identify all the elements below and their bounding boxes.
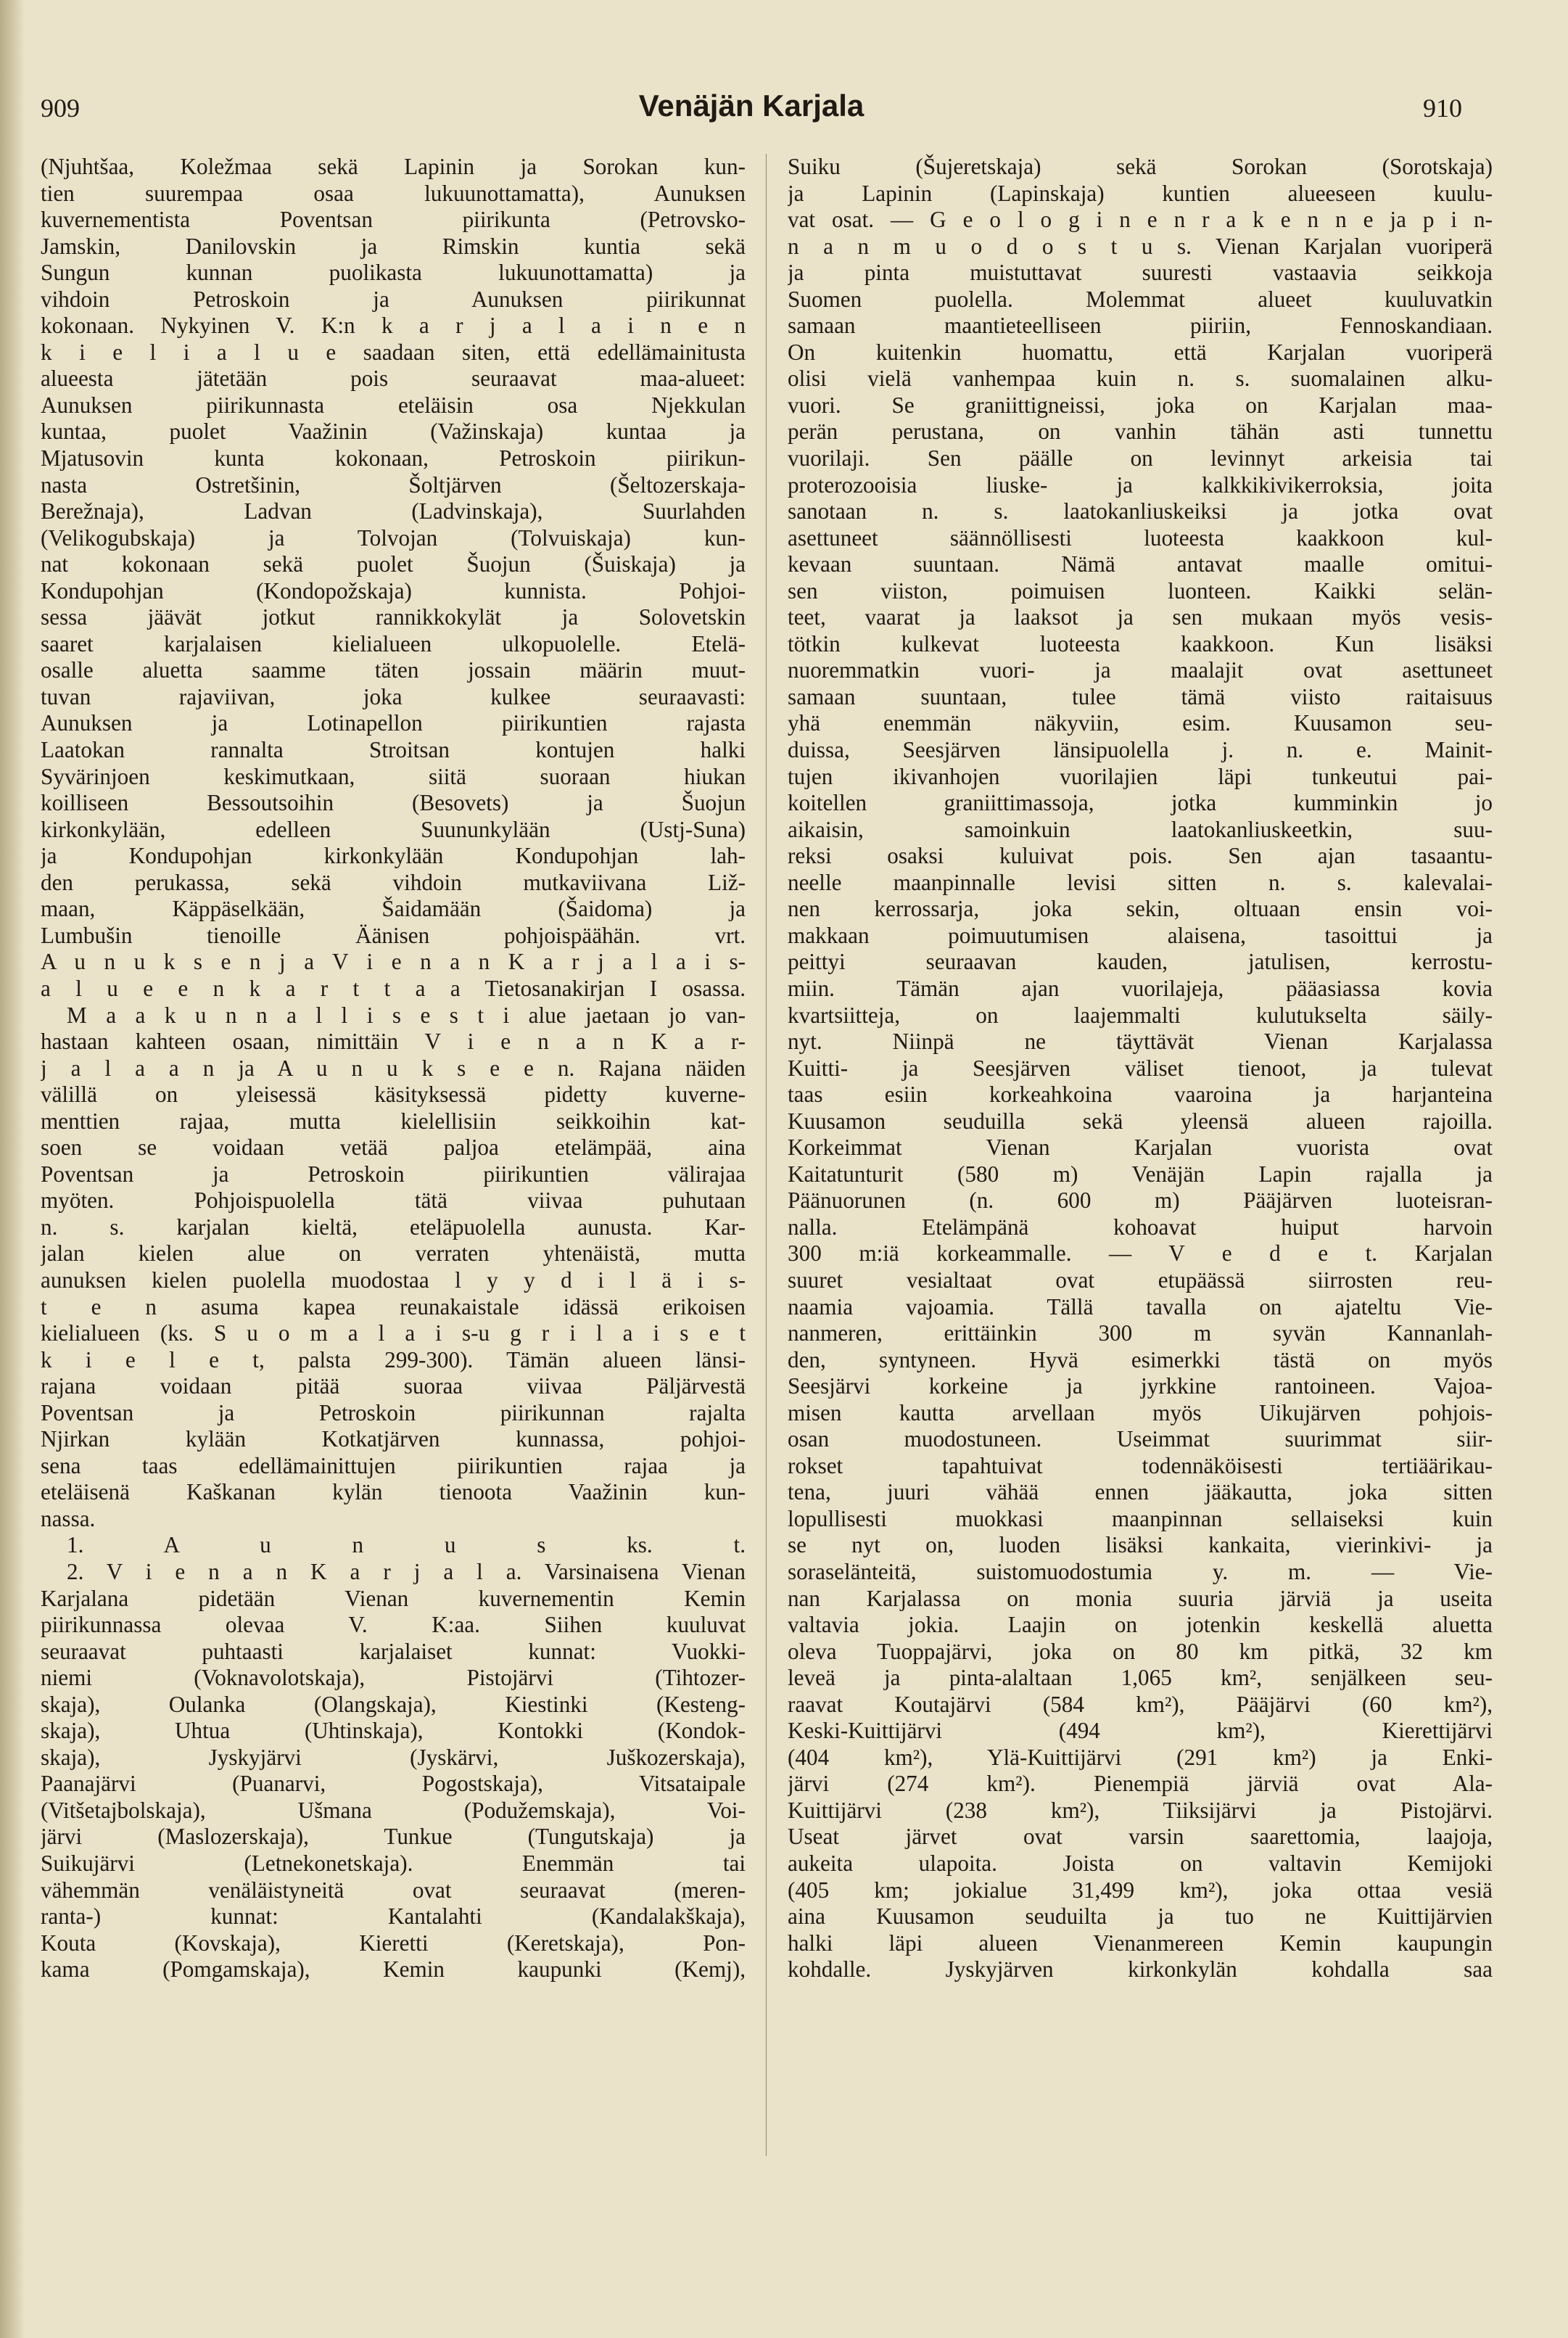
text-line: vuorilaji. Sen päälle on levinnyt arkeisia tai [788,445,1493,472]
text-line: maan, Käppäselkään, Šaidamään (Šaidoma) ja [41,896,746,922]
text-line: Kuitti- ja Seesjärven väliset tienoot, ja tulevat [788,1055,1493,1081]
text-line: Kuusamon seuduilla sekä yleensä alueen rajoilla. [788,1108,1493,1134]
page-spine-shadow [0,0,25,2338]
text-line: lopullisesti muokkasi maanpinnan sellaiseksi kuin [788,1505,1493,1531]
text-line: miin. Tämän ajan vuorilajeja, pääasiassa kovia [788,975,1493,1001]
text-line: sen viiston, poimuisen luonteen. Kaikki selän- [788,577,1493,604]
text-line: Syvärinjoen keskimutkaan, siitä suoraan hiukan [41,763,746,789]
text-line: kokonaan. Nykyinen V. K:n k a r j a l a i n e n [41,313,746,339]
text-line: nanmeren, erittäinkin 300 m syvän Kannanlah- [788,1320,1493,1346]
text-line: aunuksen kielen puolella muodostaa l y y d i l ä i s- [41,1267,746,1293]
text-line: Paanajärvi (Puanarvi, Pogostskaja), Vitsataipale [41,1771,746,1797]
text-line: kvartsiitteja, on laajemmalti kulutukselta säily- [788,1002,1493,1028]
text-line: menttien rajaa, mutta kielellisiin seikkoihin kat- [41,1108,746,1134]
page-title: Venäjän Karjala [638,89,865,123]
text-line: t e n asuma kapea reunakaistale idässä erikoisen [41,1293,746,1320]
text-line: 2. V i e n a n K a r j a l a. Varsinaisena Vienan [67,1558,746,1584]
text-line: eteläisenä Kaškanan kylän tienoota Vaažinin kun- [41,1479,746,1505]
page-number-left: 909 [41,94,80,123]
text-line: yhä enemmän näkyviin, esim. Kuusamon seu- [788,710,1493,736]
text-line: Kouta (Kovskaja), Kieretti (Keretskaja), Pon- [41,1930,746,1956]
text-line: järvi (274 km²). Pienempiä järviä ovat Ala- [788,1771,1493,1797]
text-line: duissa, Seesjärven länsipuolella j. n. e. Mainit- [788,737,1493,763]
text-line: aikaisin, samoinkuin laatokanliuskeetkin, suu- [788,816,1493,842]
text-line: naamia vajoamia. Tällä tavalla on ajateltu Vie- [788,1293,1493,1320]
text-line: k i e l i a l u e saadaan siten, että edellämainitusta [41,339,746,365]
page-number-right: 910 [1423,94,1462,123]
text-line: neelle maanpinnalle levisi sitten n. s. kalevalai- [788,869,1493,895]
text-line: makkaan poimuutumisen alaisena, tasoittui ja [788,922,1493,948]
text-line: kuntaa, puolet Vaažinin (Važinskaja) kuntaa ja [41,419,746,445]
text-line: saaret karjalaisen kielialueen ulkopuolelle. Etelä- [41,630,746,656]
text-line: kielialueen (ks. S u o m a l a i s-u g r i l a i s e t [41,1320,746,1346]
text-line: kevaan suuntaan. Nämä antavat maalle omitui- [788,551,1493,577]
text-line: tötkin kulkevat luoteesta kaakkoon. Kun lisäksi [788,630,1493,656]
text-line: kama (Pomgamskaja), Kemin kaupunki (Kemj), [41,1956,746,1983]
text-line: vihdoin Petroskoin ja Aunuksen piirikunnat [41,286,746,312]
text-line: k i e l e t, palsta 299-300). Tämän alueen länsi- [41,1346,746,1372]
text-line: kirkonkylään, edelleen Suununkylään (Ustj-Suna) [41,816,746,842]
text-line: sena taas edellämainittujen piirikuntien rajaa ja [41,1452,746,1478]
text-line: sessa jäävät jotkut rannikkokylät ja Solovetskin [41,604,746,630]
text-line: On kuitenkin huomattu, että Karjalan vuoriperä [788,339,1493,365]
text-line: asettuneet säännöllisesti luoteesta kaakkoon kul- [788,524,1493,551]
text-line: piirikunnassa olevaa V. K:aa. Siihen kuuluvat [41,1612,746,1638]
text-line: nuoremmatkin vuori- ja maalajit ovat asettuneet [788,657,1493,683]
text-line: raavat Koutajärvi (584 km²), Pääjärvi (60 km²), [788,1691,1493,1717]
text-line: soen se voidaan vetää paljoa etelämpää, aina [41,1135,746,1161]
text-line: nyt. Niinpä ne täyttävät Vienan Karjalassa [788,1029,1493,1055]
text-line: järvi (Maslozerskaja), Tunkue (Tungutskaja) ja [41,1824,746,1850]
text-line: sanotaan n. s. laatokanliuskeiksi ja jotka ovat [788,498,1493,524]
text-line: rajana voidaan pitää suoraa viivaa Päljärvestä [41,1373,746,1399]
text-line: Poventsan ja Petroskoin piirikunnan rajalta [41,1399,746,1425]
text-line: ja Lapinin (Lapinskaja) kuntien alueeseen kuulu- [788,180,1493,206]
text-line: nan Karjalassa on monia suuria järviä ja useita [788,1585,1493,1611]
text-line: Kondupohjan (Kondopožskaja) kunnista. Pohjoi- [41,577,746,604]
text-line: leveä ja pinta-alaltaan 1,065 km², senjälkeen seu- [788,1665,1493,1691]
text-line: tujen ikivanhojen vuorilajien läpi tunkeutui pai- [788,763,1493,789]
text-line: soraselänteitä, suistomuodostumia y. m. — Vie- [788,1558,1493,1584]
text-line: reksi osaksi kuluivat pois. Sen ajan tasaantu- [788,843,1493,869]
text-line: n. s. karjalan kieltä, eteläpuolella aunusta. Kar- [41,1214,746,1240]
text-line: hastaan kahteen osaan, nimittäin V i e n a n K a r- [41,1029,746,1055]
text-line: den, syntyneen. Hyvä esimerkki tästä on myös [788,1346,1493,1372]
text-line: alueesta jätetään pois seuraavat maa-alueet: [41,366,746,392]
text-line: Useat järvet ovat varsin saarettomia, laajoja, [788,1824,1493,1850]
text-line: (Njuhtšaa, Koležmaa sekä Lapinin ja Sorokan kun- [41,154,746,179]
text-line: Keski-Kuittijärvi (494 km²), Kierettijärvi [788,1718,1493,1744]
text-line: Jamskin, Danilovskin ja Rimskin kuntia sekä [41,233,746,259]
text-line: oleva Tuoppajärvi, joka on 80 km pitkä, 32 km [788,1638,1493,1664]
text-line: a l u e e n k a r t t a a Tietosanakirjan I osassa. [41,975,746,1001]
text-line: samaan suuntaan, tulee tämä viisto raitaisuus [788,683,1493,709]
text-line: nat kokonaan sekä puolet Šuojun (Šuiskaja) ja [41,551,746,577]
text-line: tien suurempaa osaa lukuunottamatta), Aunuksen [41,180,746,206]
text-line: Seesjärvi korkeine ja jyrkkine rantoineen. Vajoa- [788,1373,1493,1399]
running-head [41,89,1462,136]
text-line: kohdalle. Jyskyjärven kirkonkylän kohdalla saa [788,1956,1493,1983]
text-line: nasta Ostretšinin, Šoltjärven (Šeltozerskaja- [41,472,746,498]
text-line: Lumbušin tienoille Äänisen pohjoispäähän. vrt. [41,922,746,948]
text-line: skaja), Oulanka (Olangskaja), Kiestinki (Kesteng- [41,1691,746,1717]
text-line: suuret vesialtaat ovat etupäässä siirrosten reu- [788,1267,1493,1293]
text-line: halki läpi alueen Vienanmereen Kemin kaupungin [788,1930,1493,1956]
column-divider [766,154,767,2156]
text-line: tena, juuri vähää ennen jääkautta, joka sitten [788,1479,1493,1505]
text-line: 300 m:iä korkeammalle. — V e d e t. Karjalan [788,1240,1493,1267]
text-line: aina Kuusamon seuduilta ja tuo ne Kuittijärvien [788,1903,1493,1930]
text-line: teet, vaarat ja laaksot ja sen mukaan myös vesis- [788,604,1493,630]
text-line: 1. A u n u s ks. t. [67,1532,746,1558]
text-line: vuori. Se graniittigneissi, joka on Karjalan maa- [788,392,1493,418]
text-line: Suiku (Šujeretskaja) sekä Sorokan (Sorotskaja) [788,154,1493,179]
text-line: Sungun kunnan puolikasta lukuunottamatta) ja [41,260,746,286]
text-line: skaja), Jyskyjärvi (Jyskärvi, Juškozerskaja), [41,1744,746,1770]
text-line: koilliseen Bessoutsoihin (Besovets) ja Šuojun [41,790,746,816]
text-line: taas esiin korkeahkoina vaaroina ja harjanteina [788,1082,1493,1108]
text-line: vähemmän venäläistyneitä ovat seuraavat (meren- [41,1877,746,1903]
text-line: A u n u k s e n j a V i e n a n K a r j a l a i s- [41,949,746,975]
text-line: seuraavat puhtaasti karjalaiset kunnat: Vuokki- [41,1638,746,1664]
text-line: välillä on yleisessä käsityksessä pidetty kuverne- [41,1082,746,1108]
text-line: se nyt on, luoden lisäksi kankaita, vierinkivi- ja [788,1532,1493,1558]
text-line: Päänuorunen (n. 600 m) Pääjärven luoteisran- [788,1187,1493,1214]
text-line: koitellen graniittimassoja, jotka kumminkin jo [788,790,1493,816]
text-line: Kuittijärvi (238 km²), Tiiksijärvi ja Pistojärvi. [788,1797,1493,1823]
text-line: Njirkan kylään Kotkatjärven kunnassa, pohjoi- [41,1426,746,1452]
right-column [788,154,1493,1983]
text-line: valtavia jokia. Laajin on jotenkin keskellä aluetta [788,1612,1493,1638]
text-line: misen kautta arvellaan myös Uikujärven pohjois- [788,1399,1493,1425]
text-line: Korkeimmat Vienan Karjalan vuorista ovat [788,1135,1493,1161]
text-line: ranta-) kunnat: Kantalahti (Kandalakškaja), [41,1903,746,1930]
text-line: ja Kondupohjan kirkonkylään Kondupohjan lah- [41,843,746,869]
text-line: vat osat. — G e o l o g i n e n r a k e n n e ja p i n- [788,207,1493,233]
text-line: nen kerrossarja, joka sekin, oltuaan ensin voi- [788,896,1493,922]
text-line: osalle aluetta saamme täten jossain määrin muut- [41,657,746,683]
text-line: rokset tapahtuivat todennäköisesti tertiäärikau- [788,1452,1493,1478]
text-line: osan muodostuneen. Useimmat suurimmat siir- [788,1426,1493,1452]
left-column [41,154,746,1983]
text-line: peittyi seuraavan kauden, jatulisen, kerrostu- [788,949,1493,975]
text-line: samaan maantieteelliseen piiriin, Fennoskandiaan. [788,313,1493,339]
text-line: nalla. Etelämpänä kohoavat huiput harvoin [788,1214,1493,1240]
text-line: Laatokan rannalta Stroitsan kontujen halki [41,737,746,763]
text-line: kuvernementista Poventsan piirikunta (Petrovsko- [41,207,746,233]
text-line: M a a k u n n a l l i s e s t i alue jaetaan jo van- [67,1002,746,1028]
text-line: myöten. Pohjoispuolella tätä viivaa puhutaan [41,1187,746,1214]
text-line: nassa. [41,1505,96,1531]
text-line: skaja), Uhtua (Uhtinskaja), Kontokki (Kondok- [41,1718,746,1744]
text-line: Aunuksen piirikunnasta eteläisin osa Njekkulan [41,392,746,418]
text-line: Berežnaja), Ladvan (Ladvinskaja), Suurlahden [41,498,746,524]
text-line: Suomen puolella. Molemmat alueet kuuluvatkin [788,286,1493,312]
text-line: Kaitatunturit (580 m) Venäjän Lapin rajalla ja [788,1161,1493,1187]
text-line: proterozooisia liuske- ja kalkkikivikerroksia, joita [788,472,1493,498]
text-line: olisi vielä vanhempaa kuin n. s. suomalainen alku- [788,366,1493,392]
text-line: den perukassa, sekä vihdoin mutkaviivana Liž- [41,869,746,895]
text-line: Poventsan ja Petroskoin piirikuntien välirajaa [41,1161,746,1187]
text-line: Aunuksen ja Lotinapellon piirikuntien rajasta [41,710,746,736]
text-line: (Vitšetajbolskaja), Ušmana (Podužemskaja), Voi- [41,1797,746,1823]
text-line: ja pinta muistuttavat suuresti vastaavia seikkoja [788,260,1493,286]
text-line: aukeita ulapoita. Joista on valtavin Kemijoki [788,1851,1493,1876]
text-line: (405 km; jokialue 31,499 km²), joka ottaa vesiä [788,1877,1493,1903]
text-line: Karjalana pidetään Vienan kuvernementin Kemin [41,1585,746,1611]
text-line: perän perustana, on vanhin tähän asti tunnettu [788,419,1493,445]
text-line: niemi (Voknavolotskaja), Pistojärvi (Tihtozer- [41,1665,746,1691]
text-line: (404 km²), Ylä-Kuittijärvi (291 km²) ja Enki- [788,1744,1493,1770]
text-line: jalan kielen alue on verraten yhtenäistä, mutta [41,1240,746,1267]
text-line: (Velikogubskaja) ja Tolvojan (Tolvuiskaja) kun- [41,524,746,551]
text-line: j a l a a n ja A u n u k s e e n. Rajana näiden [41,1055,746,1081]
text-line: tuvan rajaviivan, joka kulkee seuraavasti: [41,683,746,709]
text-line: n a n m u o d o s t u s. Vienan Karjalan vuoriperä [788,233,1493,259]
text-line: Suikujärvi (Letnekonetskaja). Enemmän tai [41,1851,746,1876]
text-line: Mjatusovin kunta kokonaan, Petroskoin piirikun- [41,445,746,472]
